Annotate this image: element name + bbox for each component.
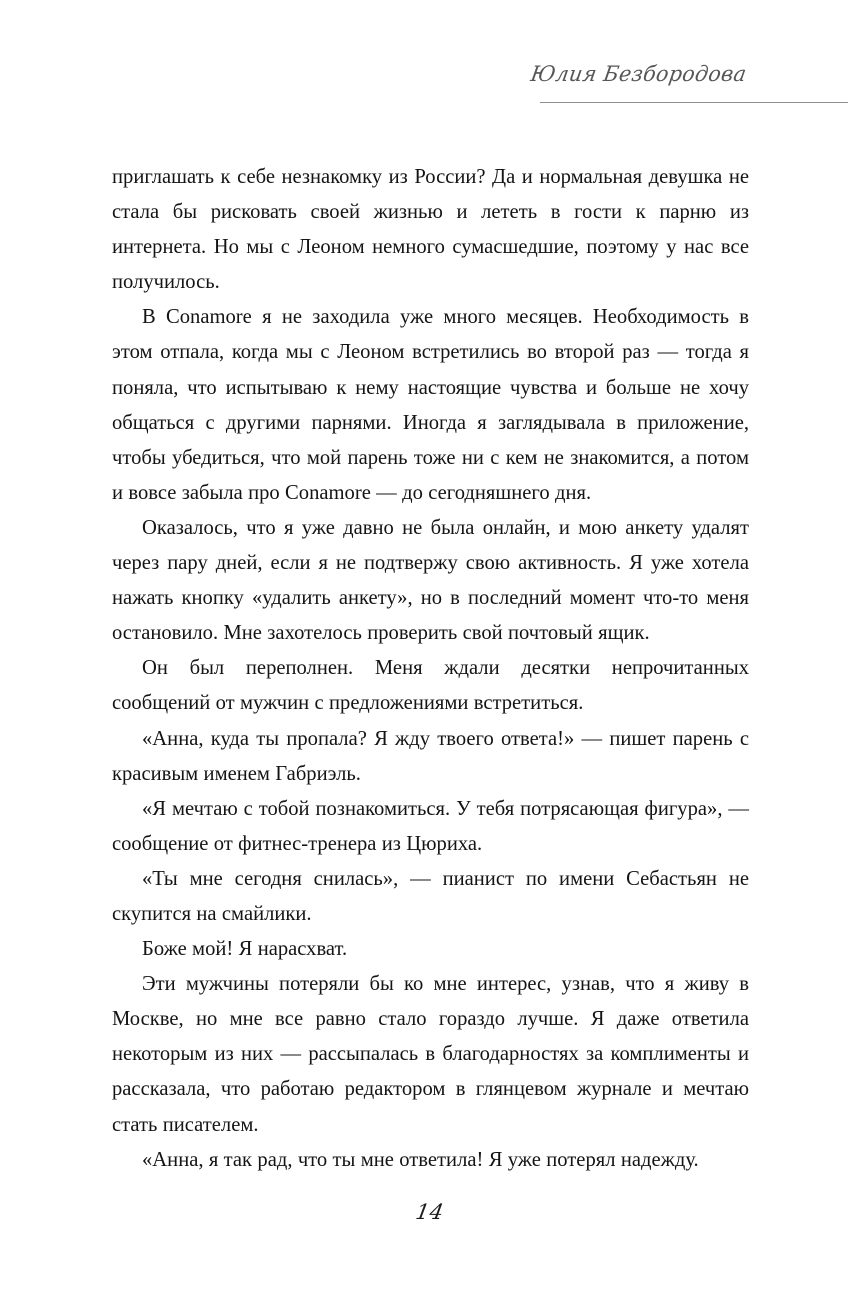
body-text (112, 160, 749, 1178)
paragraph: приглашать к себе незнакомку из России? Да и нормальная девушка не стала бы рисковать своей жизнью и лететь в гости к парню из интернета. Но мы с Леоном немного сумасшедшие, поэтому у нас все получилось. (112, 166, 749, 294)
paragraph: «Ты мне сегодня снилась», — пианист по имени Себастьян не скупится на смайлики. (112, 867, 749, 925)
page-number: 14 (414, 1200, 446, 1224)
paragraph: «Я мечтаю с тобой познакомиться. У тебя потрясающая фигура», — сообщение от фитнес-тренера из Цюриха. (112, 797, 749, 855)
running-head-author-name: Юлия Безбородова (528, 61, 748, 86)
paragraph: Эти мужчины потеряли бы ко мне интерес, узнав, что я живу в Москве, но мне все равно стало гораздо лучше. Я даже ответила некоторым из них — рассыпалась в благодарностях за комплименты и рассказала, что работаю редактором в глянцевом журнале и мечтаю стать писателем. (112, 973, 749, 1136)
running-head (112, 62, 852, 110)
running-head-rule (540, 102, 848, 103)
paragraph: Боже мой! Я нарасхват. (142, 938, 348, 961)
paragraph: «Анна, я так рад, что ты мне ответила! Я уже потерял надежду. (142, 1148, 699, 1171)
paragraph: Оказалось, что я уже давно не была онлайн, и мою анкету удалят через пару дней, если я не подтвержу свою активность. Я уже хотела нажать кнопку «удалить анкету», но в последний момент что-то меня остановило. Мне захотелось проверить свой почтовый ящик. (112, 516, 749, 645)
paragraph: Он был переполнен. Меня ждали десятки непрочитанных сообщений от мужчин с предложениями встретиться. (112, 657, 749, 715)
paragraph: «Анна, куда ты пропала? Я жду твоего ответа!» — пишет парень с красивым именем Габриэль. (112, 727, 749, 785)
paragraph: В Conamore я не заходила уже много месяцев. Необходимость в этом отпала, когда мы с Леоном встретились во второй раз — тогда я поняла, что испытываю к нему настоящие чувства и больше не хочу общаться с другими парнями. Иногда я заглядывала в приложение, чтобы убедиться, что мой парень тоже ни с кем не знакомится, а потом и вовсе забыла про Conamore — до сегодняшнего дня. (112, 306, 749, 504)
folio (0, 1200, 860, 1224)
